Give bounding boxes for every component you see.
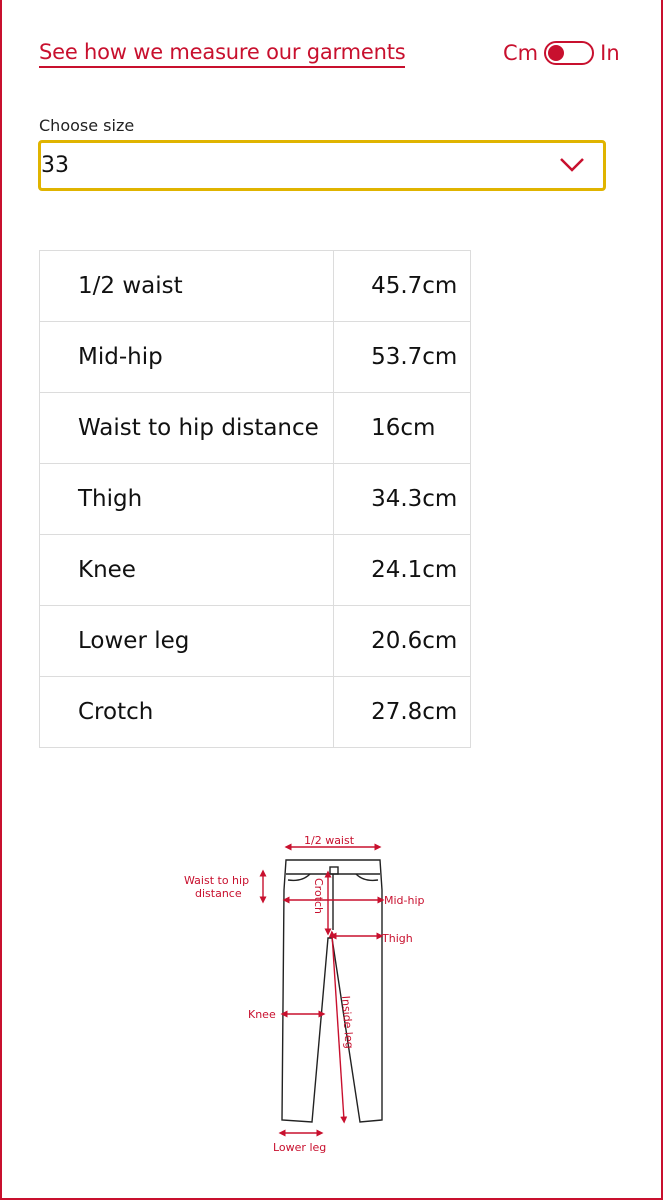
measurement-value: 16cm [334, 393, 471, 464]
label-inside-leg: Inside leg [339, 995, 356, 1050]
label-half-waist: 1/2 waist [304, 834, 355, 847]
measurement-name: Waist to hip distance [40, 393, 334, 464]
unit-switch[interactable] [544, 41, 594, 65]
measurement-name: 1/2 waist [40, 251, 334, 322]
table-row [40, 535, 471, 606]
measurement-value: 53.7cm [334, 322, 471, 393]
table-row [40, 393, 471, 464]
label-waist-to-hip-2: distance [195, 887, 242, 900]
measurements-table [39, 250, 471, 748]
table-row [40, 322, 471, 393]
measurement-value: 45.7cm [334, 251, 471, 322]
size-select-value: 33 [41, 153, 69, 178]
measure-garments-link[interactable]: See how we measure our garments [39, 40, 405, 68]
label-crotch: Crotch [312, 878, 325, 915]
measurement-value: 27.8cm [334, 677, 471, 748]
choose-size-label: Choose size [39, 116, 135, 135]
label-mid-hip: Mid-hip [384, 894, 425, 907]
measurement-name: Knee [40, 535, 334, 606]
unit-in-label: In [600, 41, 620, 65]
table-row [40, 677, 471, 748]
measurement-name: Lower leg [40, 606, 334, 677]
label-thigh: Thigh [382, 932, 413, 945]
table-row [40, 606, 471, 677]
unit-toggle[interactable] [503, 38, 620, 68]
label-waist-to-hip-1: Waist to hip [184, 874, 250, 887]
label-knee: Knee [248, 1008, 276, 1021]
measurement-name: Thigh [40, 464, 334, 535]
unit-cm-label: Cm [503, 41, 539, 65]
measurement-value: 20.6cm [334, 606, 471, 677]
trousers-measurement-diagram [170, 830, 470, 1160]
measurement-name: Mid-hip [40, 322, 334, 393]
measurement-value: 34.3cm [334, 464, 471, 535]
table-row [40, 251, 471, 322]
measurement-value: 24.1cm [334, 535, 471, 606]
size-select[interactable] [38, 140, 606, 191]
frame-left-border [0, 0, 2, 1200]
switch-knob [548, 45, 564, 61]
table-row [40, 464, 471, 535]
measurement-name: Crotch [40, 677, 334, 748]
trousers-outline-icon [282, 860, 382, 1122]
chevron-down-icon [559, 157, 585, 173]
label-lower-leg: Lower leg [273, 1141, 327, 1154]
